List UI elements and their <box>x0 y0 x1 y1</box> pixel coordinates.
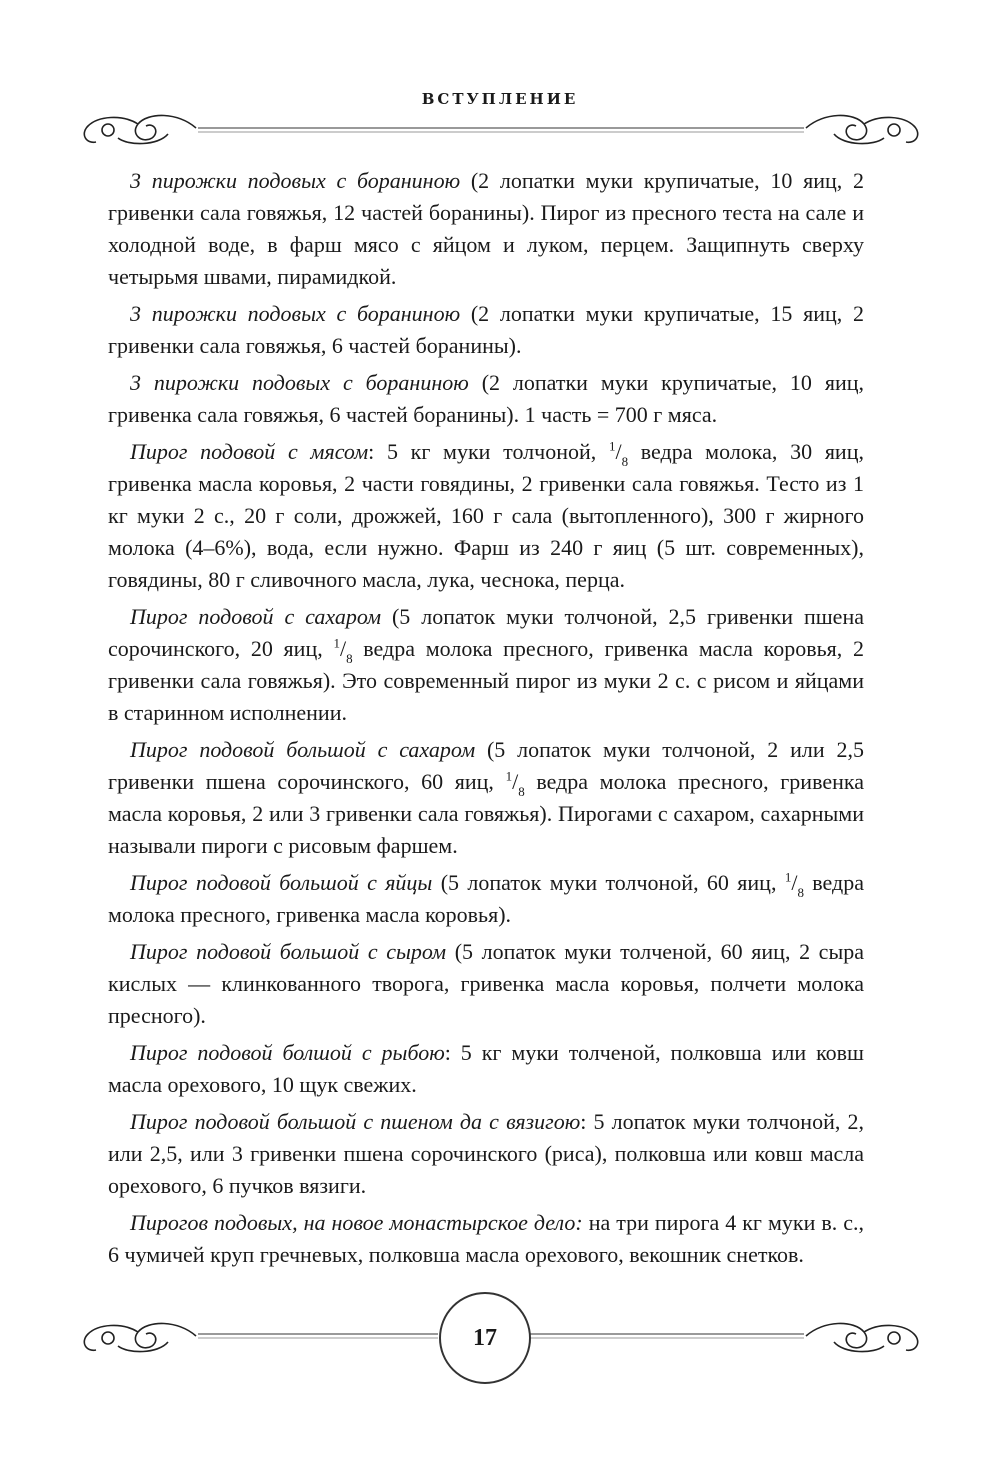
dish-title: 3 пирожки подовых с бораниною <box>130 301 461 326</box>
fraction: $^1/_8$ <box>784 869 804 901</box>
fraction: $^1/_8$ <box>333 635 353 667</box>
dish-title: Пирог подовой большой с сахаром <box>130 737 476 762</box>
dish-title: Пирог подовой большой с пшеном да с вязигою <box>130 1109 581 1134</box>
paragraph: Пирог подовой с мясом: 5 кг муки толчоной, $^1/_8$ ведра молока, 30 яиц, гривенка масла коровья, 2 части говядины, 2 гривенки сала говяжья. Тесто из 1 кг муки 2 с., 20 г соли, дрожжей, 160 г сала (вытопленного), 300 г жирного молока (4–6%), вода, если нужно. Фарш из 240 г яиц (5 шт. современных), говядины, 80 г сливочного масла, лука, чеснока, перца. <box>108 438 864 592</box>
page-number: 17 <box>439 1292 531 1384</box>
dish-title: Пирог подовой большой с яйцы <box>130 870 433 895</box>
article-body <box>108 165 864 1276</box>
dish-title: Пирогов подовых, на новое монастырское дело: <box>130 1210 583 1235</box>
flourish-ornament-icon <box>78 108 924 148</box>
dish-title: 3 пирожки подовых с бораниною <box>130 168 461 193</box>
dish-title: Пирог подовой болшой с рыбою <box>130 1040 445 1065</box>
paragraph: 3 пирожки подовых с бораниною (2 лопатки муки крупичатые, 10 яиц, 2 гривенки сала говяжья, 12 частей боранины). Пирог из пресного теста на сале и холодной воде, в фарш мясо с яйцом и луком, перцем. Защипнуть сверху четырьмя швами, пирамидкой. <box>108 168 865 289</box>
paragraph: Пирог подовой большой с яйцы (5 лопаток муки толчоной, 60 яиц, $^1/_8$ ведра молока пресного, гривенка масла коровья). <box>108 869 864 927</box>
paragraph: Пирогов подовых, на новое монастырское дело: на три пирога 4 кг муки в. с., 6 чумичей круп гречневых, полковша масла орехового, векошник снетков. <box>108 1210 864 1267</box>
paragraph: 3 пирожки подовых с бораниною (2 лопатки муки крупичатые, 10 яиц, гривенка сала говяжья, 6 частей боранины). 1 часть = 700 г мяса. <box>108 370 865 427</box>
dish-title: 3 пирожки подовых с бораниною <box>130 370 469 395</box>
running-header: ВСТУПЛЕНИЕ <box>421 90 579 108</box>
fraction: $^1/_8$ <box>608 438 629 470</box>
paragraph: Пирог подовой большой с сахаром (5 лопаток муки толчоной, 2 или 2,5 гривенки пшена сорочинского, 60 яиц, $^1/_8$ ведра молока пресного, гривенка масла коровья, 2 или 3 гривенки сала говяжья). Пирогами с сахаром, сахарными называли пироги с рисовым фаршем. <box>108 737 864 858</box>
dish-title: Пирог подовой большой с сыром <box>130 939 447 964</box>
paragraph: Пирог подовой большой с сыром (5 лопаток муки толченой, 60 яиц, 2 сыра кислых — клинкованного творога, гривенка масла коровья, полчети молока пресного). <box>108 939 864 1028</box>
paragraph: Пирог подовой с сахаром (5 лопаток муки толчоной, 2,5 гривенки пшена сорочинского, 20 яиц, $^1/_8$ ведра молока пресного, гривенка масла коровья, 2 гривенки сала говяжья). Это современный пирог из муки 2 с. с рисом и яйцами в старинном исполнении. <box>108 604 864 725</box>
dish-title: Пирог подовой с мясом <box>130 439 369 464</box>
dish-title: Пирог подовой с сахаром <box>130 604 382 629</box>
fraction: $^1/_8$ <box>505 768 525 800</box>
paragraph: Пирог подовой болшой с рыбою: 5 кг муки толченой, полковша или ковш масла орехового, 10 щук свежих. <box>108 1040 864 1097</box>
paragraph: 3 пирожки подовых с бораниною (2 лопатки муки крупичатые, 15 яиц, 2 гривенки сала говяжья, 6 частей боранины). <box>108 301 865 358</box>
paragraph: Пирог подовой большой с пшеном да с вязигою: 5 лопаток муки толчоной, 2, или 2,5, или 3 гривенки пшена сорочинского (риса), полковша или ковш масла орехового, 6 пучков вязиги. <box>108 1109 864 1198</box>
